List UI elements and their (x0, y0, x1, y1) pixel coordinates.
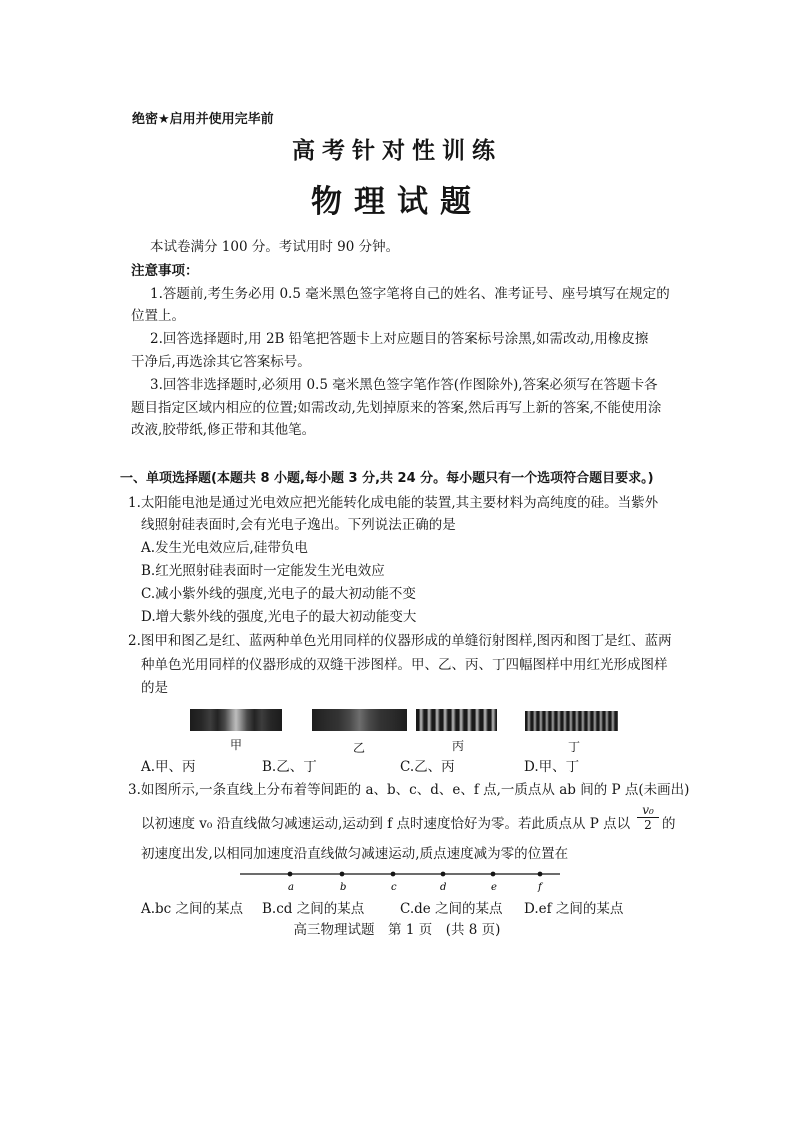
pattern-jia (190, 709, 282, 731)
note-line: 干净后,再选涂其它答案标号。 (131, 354, 311, 370)
number-line-figure (240, 866, 560, 894)
point-d-label: d (440, 882, 447, 893)
point-c-dot (391, 872, 396, 877)
question-2-option-c: C.乙、丙 (400, 759, 455, 775)
question-2-option-d: D.甲、丁 (524, 759, 580, 775)
initial-velocity-fraction (637, 803, 659, 832)
subject-title: 物理试题 (311, 184, 483, 220)
confidential-label: 绝密★启用并使用完毕前 (132, 112, 274, 127)
point-b-label: b (340, 882, 347, 893)
point-e-label: e (491, 882, 497, 893)
question-3-option-b: B.cd 之间的某点 (262, 901, 365, 917)
notes-heading: 注意事项： (131, 263, 199, 279)
fraction-numerator: v₀ (637, 803, 659, 818)
note-line: 2.回答选择题时,用 2B 铅笔把答题卡上对应题目的答案标号涂黑,如需改动,用橡皮擦 (150, 331, 649, 347)
question-3-text: 初速度出发,以相同加速度沿直线做匀减速运动,质点速度减为零的位置在 (141, 846, 569, 862)
pattern-bing (416, 709, 497, 731)
point-f-dot (538, 872, 543, 877)
point-f-label: f (538, 882, 542, 893)
figure-label-ding: 丁 (568, 740, 581, 754)
page-footer: 高三物理试题 第 1 页 (共 8 页) (293, 922, 501, 938)
question-3-option-d: D.ef 之间的某点 (524, 901, 624, 917)
question-1-text: 1.太阳能电池是通过光电效应把光能转化成电能的装置,其主要材料为高纯度的硅。当紫外 (128, 495, 659, 511)
fraction-denominator: 2 (644, 818, 652, 832)
section-heading: 一、单项选择题(本题共 8 小题,每小题 3 分,共 24 分。每小题只有一个选项符合题目要求。) (120, 471, 654, 486)
point-e-dot (491, 872, 496, 877)
question-2-text: 的是 (141, 680, 168, 696)
point-b-dot (340, 872, 345, 877)
question-2-option-a: A.甲、丙 (141, 759, 196, 775)
note-line: 位置上。 (131, 308, 185, 324)
question-2-option-b: B.乙、丁 (262, 759, 317, 775)
pattern-yi (312, 709, 407, 731)
question-1-option-c: C.减小紫外线的强度,光电子的最大初动能不变 (141, 586, 416, 602)
question-3-text: 以初速度 v₀ 沿直线做匀减速运动,运动到 f 点时速度恰好为零。若此质点从 P 点以 (141, 816, 631, 832)
note-line: 题目指定区域内相应的位置;如需改动,先划掉原来的答案,然后再写上新的答案,不能使用涂 (131, 400, 662, 416)
figure-label-bing: 丙 (452, 739, 465, 753)
pattern-ding (525, 711, 618, 731)
question-3-option-a: A.bc 之间的某点 (141, 901, 244, 917)
note-line: 1.答题前,考生务必用 0.5 毫米黑色签字笔将自己的姓名、准考证号、座号填写在规定的 (150, 286, 670, 302)
figure-label-jia: 甲 (230, 738, 243, 752)
exam-title: 高考针对性训练 (292, 137, 502, 164)
exam-intro: 本试卷满分 100 分。考试用时 90 分钟。 (150, 239, 400, 255)
note-line: 3.回答非选择题时,必须用 0.5 毫米黑色签字笔作答(作图除外),答案必须写在答题卡各 (150, 377, 658, 393)
question-3-option-c: C.de 之间的某点 (400, 901, 503, 917)
question-1-option-d: D.增大紫外线的强度,光电子的最大初动能变大 (141, 609, 417, 625)
question-2-text: 种单色光用同样的仪器形成的双缝干涉图样。甲、乙、丙、丁四幅图样中用红光形成图样 (141, 657, 668, 673)
note-line: 改液,胶带纸,修正带和其他笔。 (131, 422, 316, 438)
question-1-option-a: A.发生光电效应后,硅带负电 (141, 540, 308, 556)
question-1-option-b: B.红光照射硅表面时一定能发生光电效应 (141, 563, 385, 579)
question-3-text: 3.如图所示,一条直线上分布着等间距的 a、b、c、d、e、f 点,一质点从 ab 间的 P 点(未画出) (128, 782, 690, 798)
figure-label-yi: 乙 (353, 741, 366, 755)
point-a-label: a (288, 882, 294, 893)
question-3-text: 的 (662, 816, 676, 832)
point-c-label: c (391, 882, 397, 893)
point-a-dot (288, 872, 293, 877)
question-2-text: 2.图甲和图乙是红、蓝两种单色光用同样的仪器形成的单缝衍射图样,图丙和图丁是红、蓝两 (128, 633, 672, 649)
question-1-text: 线照射硅表面时,会有光电子逸出。下列说法正确的是 (141, 517, 456, 533)
point-d-dot (441, 872, 446, 877)
